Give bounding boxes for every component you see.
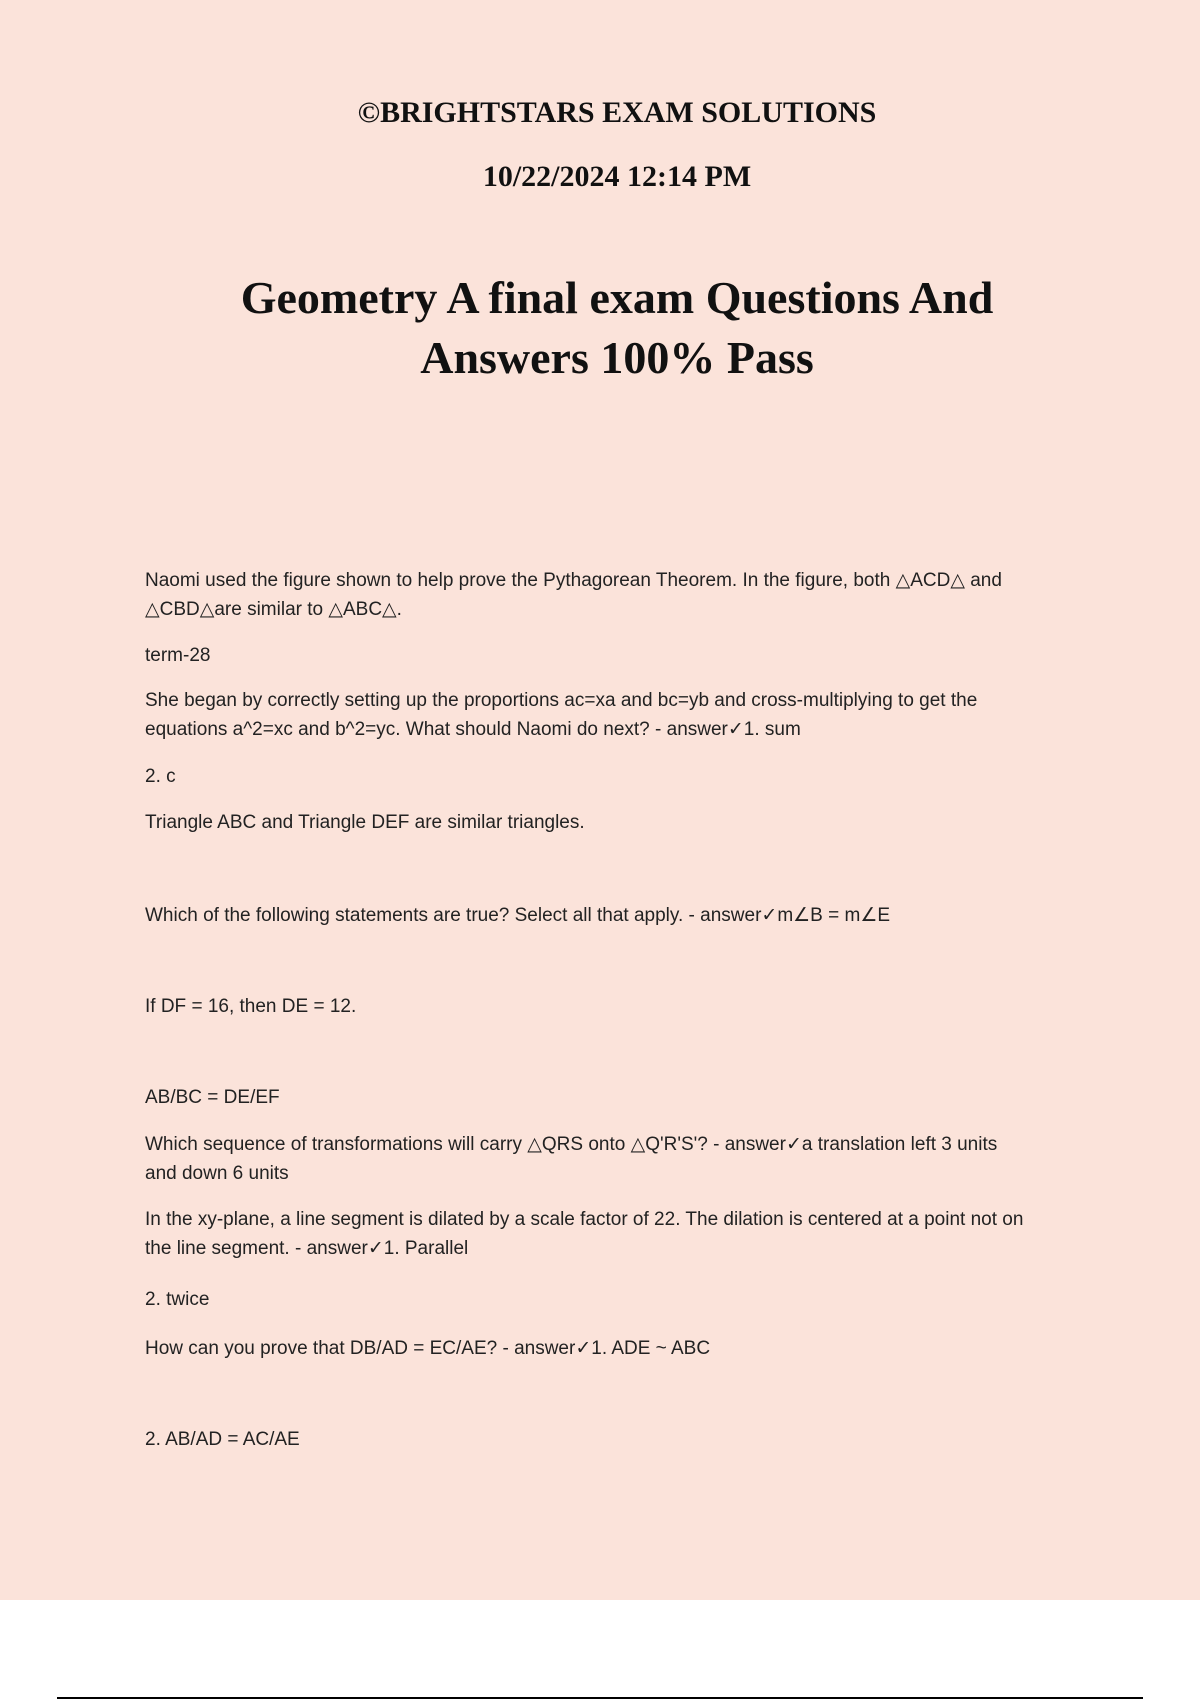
question-dilation-line-1: In the xy-plane, a line segment is dilated by a scale factor of 22. The dilation is centered at a point not on: [145, 1209, 1024, 1230]
brand-header: ©BRIGHTSTARS EXAM SOLUTIONS: [357, 96, 877, 129]
question-true-statements: Which of the following statements are true? Select all that apply. - answer✓m∠B = m∠E: [145, 905, 891, 926]
document-title-line-1: Geometry A final exam Questions And: [240, 272, 994, 323]
question-prove-ratio: How can you prove that DB/AD = EC/AE? - answer✓1. ADE ~ ABC: [145, 1338, 711, 1359]
statement-similar-triangles: Triangle ABC and Triangle DEF are similar triangles.: [145, 812, 585, 833]
question-naomi-next-line-1: She began by correctly setting up the proportions ac=xa and bc=yb and cross-multiplying to get the: [145, 690, 978, 711]
question-pythagorean-line-1: Naomi used the figure shown to help prove the Pythagorean Theorem. In the figure, both △ACD△ and: [145, 570, 1002, 591]
term-label: term-28: [145, 645, 211, 666]
answer-item: 2. c: [145, 766, 176, 787]
question-pythagorean-line-2: △CBD△are similar to △ABC△.: [145, 599, 402, 620]
question-transformations-line-1: Which sequence of transformations will carry △QRS onto △Q'R'S'? - answer✓a translation left 3 units: [145, 1134, 998, 1155]
question-naomi-next: [145, 686, 1095, 744]
question-dilation: [145, 1205, 1095, 1263]
answer-item: 2. AB/AD = AC/AE: [145, 1429, 300, 1450]
document-title: [0, 268, 1200, 388]
question-transformations: [145, 1130, 1095, 1188]
answer-item: 2. twice: [145, 1289, 210, 1310]
document-title-line-2: Answers 100% Pass: [420, 332, 814, 383]
answer-item: AB/BC = DE/EF: [145, 1087, 280, 1108]
question-naomi-next-line-2: equations a^2=xc and b^2=yc. What should Naomi do next? - answer✓1. sum: [145, 719, 801, 740]
answer-item: If DF = 16, then DE = 12.: [145, 996, 357, 1017]
header-datetime: 10/22/2024 12:14 PM: [482, 160, 752, 193]
question-pythagorean: [145, 566, 1095, 624]
question-transformations-line-2: and down 6 units: [145, 1163, 289, 1184]
footer-divider: [57, 1697, 1143, 1699]
question-dilation-line-2: the line segment. - answer✓1. Parallel: [145, 1238, 469, 1259]
